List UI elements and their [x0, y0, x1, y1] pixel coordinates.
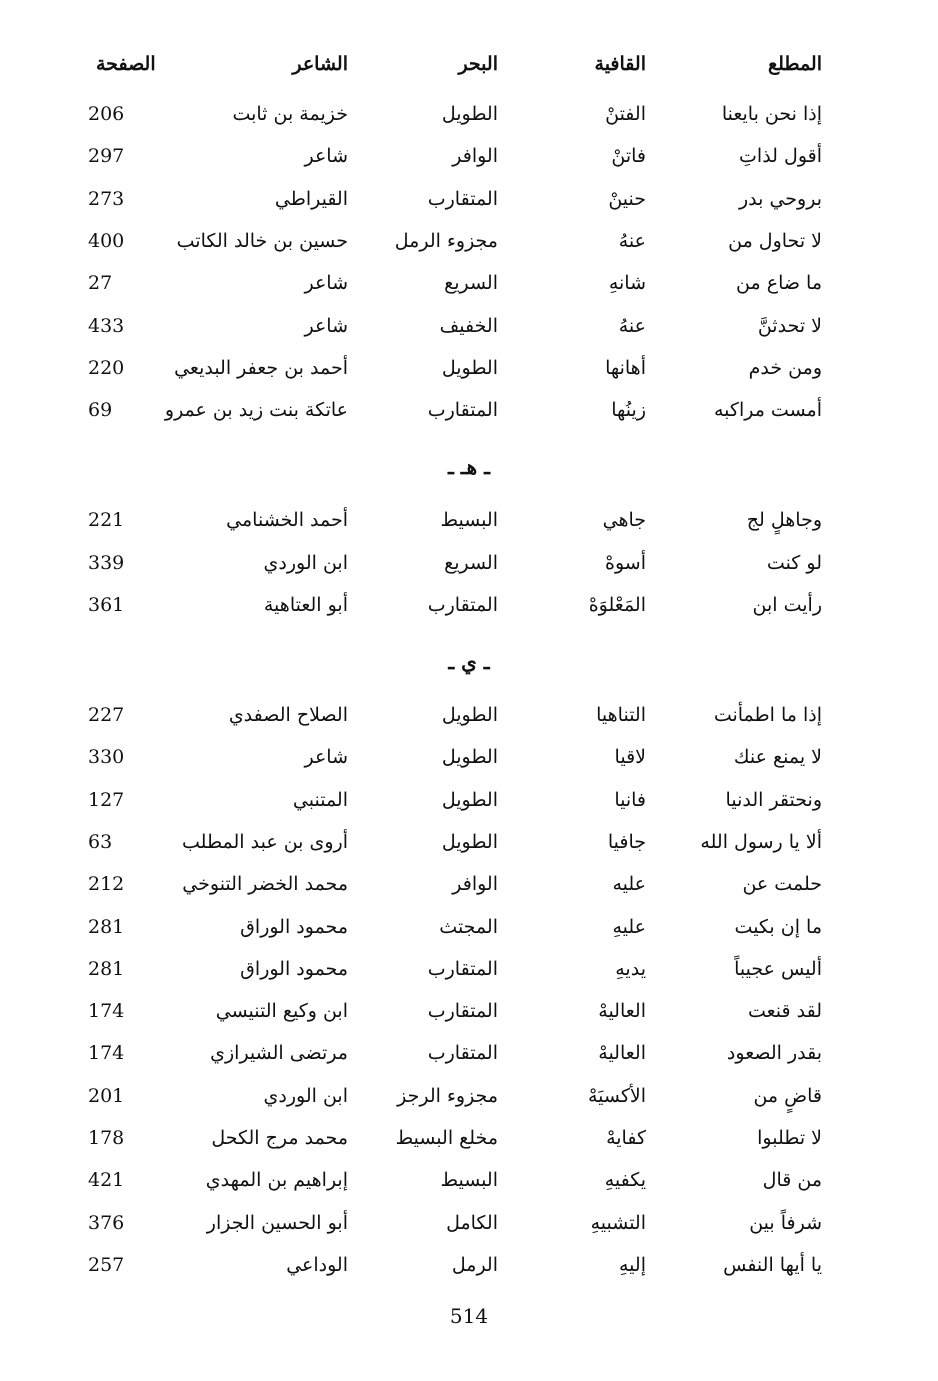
cell-meter: المتقارب — [427, 1000, 498, 1023]
cell-page: 281 — [88, 957, 125, 980]
table-row — [0, 1203, 938, 1243]
cell-page: 281 — [88, 915, 125, 938]
cell-meter: الكامل — [446, 1211, 498, 1234]
cell-meter: المتقارب — [427, 187, 498, 210]
cell-poet: خزيمة بن ثابت — [232, 103, 348, 125]
cell-poet: حسين بن خالد الكاتب — [176, 229, 348, 252]
cell-opening: لقد قنعت — [747, 1000, 822, 1023]
table-row — [0, 1118, 938, 1158]
cell-opening: رأيت ابن — [752, 594, 822, 616]
cell-page: 400 — [88, 229, 125, 252]
cell-meter: مجزوء الرمل — [394, 229, 498, 252]
cell-opening: لا تحاول من — [728, 229, 822, 252]
cell-rhyme: الأكسيَهْ — [587, 1084, 646, 1107]
cell-opening: وجاهلٍ لج — [746, 509, 822, 531]
cell-page: 330 — [88, 746, 125, 769]
cell-rhyme: التشبيهِ — [590, 1211, 646, 1234]
table-row — [0, 543, 938, 583]
cell-opening: ما ضاع من — [736, 272, 822, 295]
table-row — [0, 780, 938, 820]
cell-opening: بقدر الصعود — [726, 1042, 822, 1065]
cell-rhyme: فاتنْ — [611, 145, 646, 168]
cell-meter: الطويل — [441, 830, 498, 853]
cell-poet: أبو العتاهية — [263, 594, 348, 616]
cell-opening: من قال — [762, 1169, 822, 1192]
cell-page: 421 — [88, 1169, 125, 1192]
cell-page: 339 — [88, 551, 125, 574]
cell-opening: لا تطلبوا — [757, 1127, 822, 1149]
cell-meter: مجزوء الرجز — [397, 1084, 498, 1107]
cell-page: 257 — [88, 1253, 125, 1276]
header-opening: المطلع — [767, 53, 822, 75]
cell-page: 433 — [88, 314, 125, 337]
cell-meter: مخلع البسيط — [395, 1127, 498, 1149]
cell-page: 227 — [88, 704, 125, 726]
table-row — [0, 585, 938, 625]
cell-poet: الصلاح الصفدي — [228, 704, 348, 726]
cell-opening: بروحي بدر — [738, 187, 822, 210]
section-heading-ya: ـ ي ـ — [448, 650, 490, 674]
table-row — [0, 695, 938, 735]
cell-poet: شاعر — [304, 145, 348, 168]
cell-poet: القيراطي — [274, 187, 348, 210]
cell-page: 376 — [88, 1211, 125, 1234]
cell-opening: أمست مراكبه — [713, 399, 822, 422]
cell-poet: إبراهيم بن المهدي — [205, 1169, 348, 1192]
cell-opening: إذا ما اطمأنت — [713, 704, 822, 726]
table-row — [0, 306, 938, 346]
cell-rhyme: المَعْلوَهْ — [588, 594, 646, 616]
table-row — [0, 822, 938, 862]
table-row — [0, 390, 938, 430]
cell-meter: البسيط — [440, 509, 498, 531]
header-meter: البحر — [458, 53, 498, 75]
cell-page: 220 — [88, 356, 125, 379]
cell-page: 69 — [88, 399, 113, 422]
cell-poet: محمود الوراق — [240, 915, 348, 938]
cell-page: 212 — [88, 873, 125, 896]
cell-rhyme: إليهِ — [619, 1253, 646, 1276]
cell-rhyme: عنهُ — [618, 229, 646, 252]
cell-rhyme: عليه — [612, 873, 646, 896]
cell-meter: الطويل — [441, 103, 498, 125]
cell-opening: ومن خدم — [748, 356, 822, 379]
cell-meter: الطويل — [441, 704, 498, 726]
cell-opening: حلمت عن — [742, 873, 822, 896]
cell-page: 273 — [88, 187, 125, 210]
cell-poet: الوداعي — [286, 1253, 348, 1276]
cell-rhyme: العاليهْ — [598, 1042, 646, 1065]
cell-opening: إذا نحن بايعنا — [721, 103, 822, 125]
cell-opening: لو كنت — [766, 551, 822, 574]
page-number: 514 — [449, 1304, 489, 1328]
cell-poet: أحمد الخشنامي — [226, 509, 348, 531]
table-row — [0, 991, 938, 1031]
cell-meter: السريع — [444, 272, 498, 295]
cell-opening: أقول لذاتِ — [739, 145, 822, 168]
section-heading-ha: ـ هـ ـ — [447, 455, 491, 479]
cell-page: 201 — [88, 1084, 125, 1107]
table-row — [0, 1033, 938, 1073]
cell-rhyme: كفايهْ — [606, 1127, 646, 1149]
cell-meter: السريع — [444, 551, 498, 574]
cell-poet: ابن الوردي — [263, 1084, 348, 1107]
cell-opening: أليس عجيباً — [734, 957, 822, 980]
table-row — [0, 1245, 938, 1285]
header-poet: الشاعر — [292, 53, 348, 75]
cell-page: 174 — [88, 1000, 125, 1023]
cell-rhyme: أهانها — [605, 356, 646, 379]
cell-rhyme: العاليهْ — [598, 1000, 646, 1023]
cell-rhyme: الفتنْ — [605, 103, 646, 125]
cell-poet: شاعر — [304, 272, 348, 295]
table-row — [0, 263, 938, 303]
cell-rhyme: حنينْ — [608, 187, 646, 210]
cell-page: 206 — [88, 103, 125, 125]
cell-rhyme: يكفيهِ — [604, 1169, 646, 1192]
cell-poet: محمد الخضر التنوخي — [182, 873, 348, 896]
cell-opening: شرفاً بين — [749, 1211, 822, 1234]
table-row — [0, 1076, 938, 1116]
cell-poet: شاعر — [304, 314, 348, 337]
cell-poet: أروى بن عبد المطلب — [182, 830, 348, 853]
cell-poet: ابن الوردي — [263, 551, 348, 574]
cell-rhyme: عنهُ — [618, 314, 646, 337]
cell-poet: محمود الوراق — [240, 957, 348, 980]
cell-opening: يا أيها النفس — [723, 1253, 822, 1276]
cell-poet: المتنبي — [292, 788, 348, 811]
header-page: الصفحة — [96, 53, 156, 75]
table-row — [0, 179, 938, 219]
cell-rhyme: لاقيا — [614, 746, 646, 769]
cell-rhyme: فانيا — [614, 788, 646, 811]
cell-page: 221 — [88, 509, 125, 531]
cell-page: 27 — [88, 272, 113, 295]
table-row — [0, 500, 938, 540]
cell-rhyme: جافيا — [607, 830, 646, 853]
cell-opening: ونحتقر الدنيا — [725, 788, 822, 811]
cell-rhyme: جاهي — [602, 509, 646, 531]
cell-meter: الطويل — [441, 746, 498, 769]
cell-rhyme: أسوهْ — [605, 551, 646, 574]
table-header — [0, 44, 938, 84]
cell-poet: أحمد بن جعفر البديعي — [174, 356, 348, 379]
cell-meter: المتقارب — [427, 399, 498, 422]
table-row — [0, 907, 938, 947]
table-row — [0, 136, 938, 176]
cell-meter: الخفيف — [439, 314, 498, 337]
table-row — [0, 949, 938, 989]
table-row — [0, 348, 938, 388]
table-row — [0, 737, 938, 777]
cell-meter: الوافر — [452, 873, 498, 896]
cell-poet: أبو الحسين الجزار — [206, 1211, 348, 1234]
table-row — [0, 94, 938, 134]
cell-page: 174 — [88, 1042, 125, 1065]
cell-poet: شاعر — [304, 746, 348, 769]
cell-opening: لا يمنع عنك — [733, 746, 822, 769]
cell-meter: المجتث — [439, 915, 498, 938]
table-row — [0, 864, 938, 904]
cell-meter: الطويل — [441, 356, 498, 379]
cell-rhyme: شانهِ — [608, 272, 646, 295]
cell-poet: ابن وكيع التنيسي — [215, 1000, 348, 1023]
cell-opening: لا تحدثنَّ — [757, 314, 822, 337]
cell-meter: الطويل — [441, 788, 498, 811]
cell-page: 361 — [88, 594, 125, 616]
cell-poet: مرتضى الشيرازي — [210, 1042, 348, 1065]
cell-rhyme: عليهِ — [612, 915, 646, 938]
cell-page: 178 — [88, 1127, 125, 1149]
cell-rhyme: يديهِ — [615, 957, 646, 980]
cell-poet: محمد مرج الكحل — [211, 1127, 348, 1149]
table-row — [0, 1160, 938, 1200]
cell-meter: الوافر — [452, 145, 498, 168]
cell-page: 127 — [88, 788, 125, 811]
cell-meter: المتقارب — [427, 957, 498, 980]
cell-meter: الرمل — [451, 1253, 498, 1276]
cell-rhyme: زينُها — [611, 399, 646, 422]
cell-rhyme: التناهيا — [596, 704, 646, 726]
cell-poet: عاتكة بنت زيد بن عمرو — [164, 399, 348, 422]
cell-opening: ألا يا رسول الله — [700, 830, 822, 853]
cell-page: 297 — [88, 145, 125, 168]
cell-meter: البسيط — [440, 1169, 498, 1192]
cell-opening: قاضٍ من — [753, 1084, 822, 1107]
header-rhyme: القافية — [594, 53, 646, 75]
cell-meter: المتقارب — [427, 1042, 498, 1065]
cell-opening: ما إن بكيت — [734, 915, 822, 938]
table-row — [0, 221, 938, 261]
cell-page: 63 — [88, 830, 113, 853]
cell-meter: المتقارب — [427, 594, 498, 616]
